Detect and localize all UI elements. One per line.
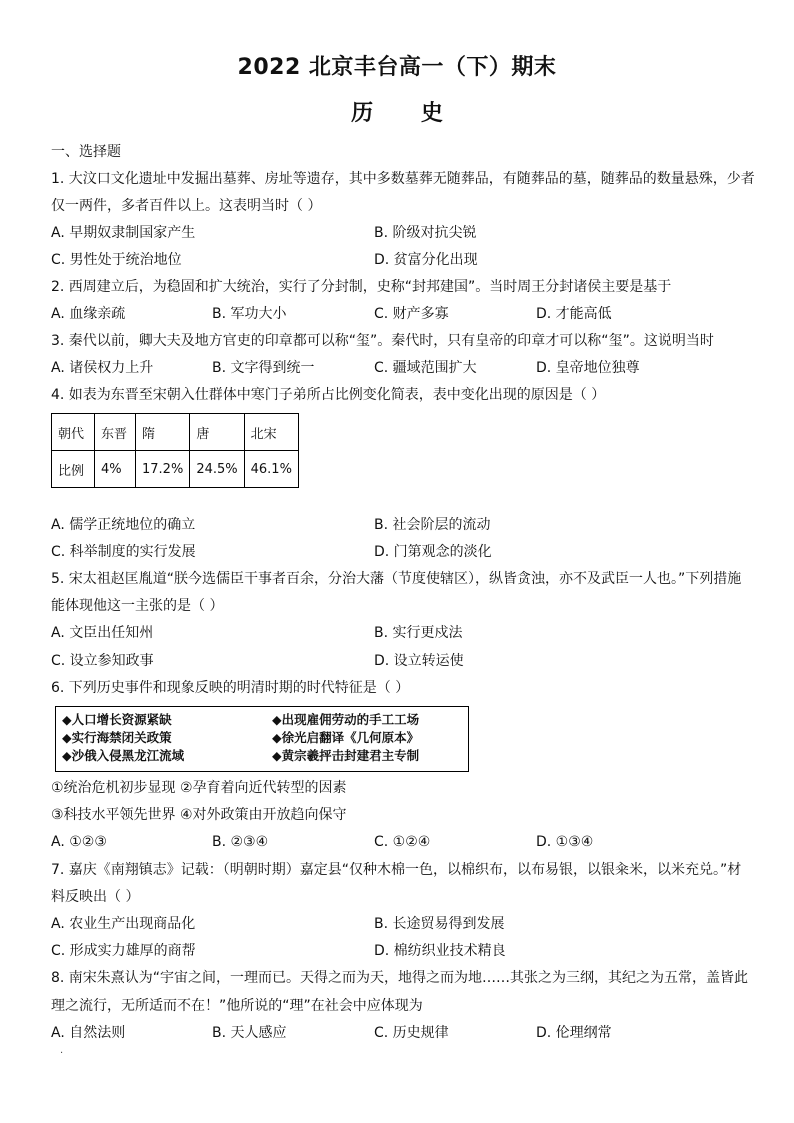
q5-option-d: D. 设立转运使 [374, 653, 464, 669]
q5-option-c: C. 设立参知政事 [51, 653, 154, 669]
subject-char-1: 历 [351, 101, 374, 126]
event-item: ◆黄宗羲抨击封建君主专制 [272, 748, 420, 763]
q4-option-c: C. 科举制度的实行发展 [51, 544, 196, 560]
q3-option-c: C. 疆域范围扩大 [374, 360, 477, 376]
q6-statements-1: ①统治危机初步显现 ②孕育着向近代转型的因素 [51, 780, 347, 796]
table-cell: 24.5% [190, 451, 244, 488]
q6-option-b: B. ②③④ [212, 834, 269, 850]
q6-option-c: C. ①②④ [374, 834, 431, 850]
q5-stem-line2: 能体现他这一主张的是（ ） [51, 598, 224, 614]
q7-stem-line1: 7. 嘉庆《南翔镇志》记载：（明朝时期）嘉定县“仅种木棉一色，以棉织布，以布易银，以银籴米，以米充兑。”材 [51, 862, 742, 878]
q3-option-d: D. 皇帝地位独尊 [536, 360, 640, 376]
q1-option-d: D. 贫富分化出现 [374, 252, 478, 268]
stray-mark: · [60, 1048, 64, 1059]
q4-stem-line1: 4. 如表为东晋至宋朝入仕群体中寒门子弟所占比例变化简表，表中变化出现的原因是（ ） [51, 387, 606, 403]
table-cell: 比例 [52, 451, 95, 488]
q7-option-a: A. 农业生产出现商品化 [51, 916, 196, 932]
q4-option-b: B. 社会阶层的流动 [374, 517, 491, 533]
q1-option-c: C. 男性处于统治地位 [51, 252, 182, 268]
q8-option-b: B. 天人感应 [212, 1025, 287, 1041]
q5-option-a: A. 文臣出任知州 [51, 625, 154, 641]
q8-option-c: C. 历史规律 [374, 1025, 449, 1041]
q6-option-a: A. ①②③ [51, 834, 107, 850]
table-cell: 17.2% [136, 451, 190, 488]
q5-stem-line1: 5. 宋太祖赵匡胤道“朕今选儒臣干事者百余，分治大藩（节度使辖区），纵皆贪浊，亦不及武臣一人也。”下列措施 [51, 571, 742, 587]
ratio-table [51, 413, 299, 488]
q1-option-b: B. 阶级对抗尖锐 [374, 225, 477, 241]
q8-stem-line2: 理之流行，无所适而不在！”他所说的“理”在社会中应体现为 [51, 998, 423, 1014]
event-item: ◆徐光启翻译《几何原本》 [272, 730, 420, 745]
q6-option-d: D. ①③④ [536, 834, 594, 850]
q2-option-d: D. 才能高低 [536, 306, 612, 322]
subject-char-2: 史 [420, 101, 443, 126]
q7-stem-line2: 料反映出（ ） [51, 889, 140, 905]
q1-stem-line1: 1. 大汶口文化遗址中发掘出墓葬、房址等遗存，其中多数墓葬无随葬品，有随葬品的墓，随葬品的数量悬殊，少者 [51, 171, 755, 187]
events-box [55, 706, 469, 772]
q2-option-c: C. 财产多寡 [374, 306, 449, 322]
event-item: ◆实行海禁闭关政策 [62, 730, 172, 745]
q8-option-d: D. 伦理纲常 [536, 1025, 612, 1041]
table-row [52, 451, 299, 488]
q3-option-b: B. 文字得到统一 [212, 360, 315, 376]
event-item: ◆人口增长资源紧缺 [62, 712, 172, 727]
page-title: 2022 北京丰台高一（下）期末 [237, 55, 557, 80]
q7-option-b: B. 长途贸易得到发展 [374, 916, 505, 932]
q7-option-c: C. 形成实力雄厚的商帮 [51, 943, 196, 959]
q4-option-d: D. 门第观念的淡化 [374, 544, 492, 560]
table-cell: 唐 [190, 414, 244, 451]
q7-option-d: D. 棉纺织业技术精良 [374, 943, 506, 959]
q1-option-a: A. 早期奴隶制国家产生 [51, 225, 196, 241]
q6-stem-line1: 6. 下列历史事件和现象反映的明清时期的时代特征是（ ） [51, 680, 410, 696]
table-cell: 朝代 [52, 414, 95, 451]
table-cell: 4% [95, 451, 136, 488]
subject-heading [0, 96, 794, 127]
q4-option-a: A. 儒学正统地位的确立 [51, 517, 196, 533]
table-cell: 北宋 [244, 414, 298, 451]
q5-option-b: B. 实行更戍法 [374, 625, 463, 641]
event-item: ◆沙俄入侵黑龙江流域 [62, 748, 185, 763]
q2-option-a: A. 血缘亲疏 [51, 306, 126, 322]
q2-stem-line1: 2. 西周建立后，为稳固和扩大统治，实行了分封制，史称“封邦建国”。当时周王分封诸侯主要是基于 [51, 279, 672, 295]
table-row [52, 414, 299, 451]
q8-stem-line1: 8. 南宋朱熹认为“宇宙之间，一理而已。天得之而为天，地得之而为地……其张之为三纲，其纪之为五常，盖皆此 [51, 970, 749, 986]
q3-stem-line1: 3. 秦代以前，卿大夫及地方官吏的印章都可以称“玺”。秦代时，只有皇帝的印章才可以称“玺”。这说明当时 [51, 333, 714, 349]
table-cell: 隋 [136, 414, 190, 451]
table-cell: 东晋 [95, 414, 136, 451]
table-cell: 46.1% [244, 451, 298, 488]
section-heading: 一、选择题 [51, 144, 121, 160]
q3-option-a: A. 诸侯权力上升 [51, 360, 154, 376]
q1-stem-line2: 仅一两件，多者百件以上。这表明当时（ ） [51, 198, 322, 214]
q6-statements-2: ③科技水平领先世界 ④对外政策由开放趋向保守 [51, 807, 347, 823]
q2-option-b: B. 军功大小 [212, 306, 287, 322]
event-item: ◆出现雇佣劳动的手工工场 [272, 712, 420, 727]
q8-option-a: A. 自然法则 [51, 1025, 126, 1041]
